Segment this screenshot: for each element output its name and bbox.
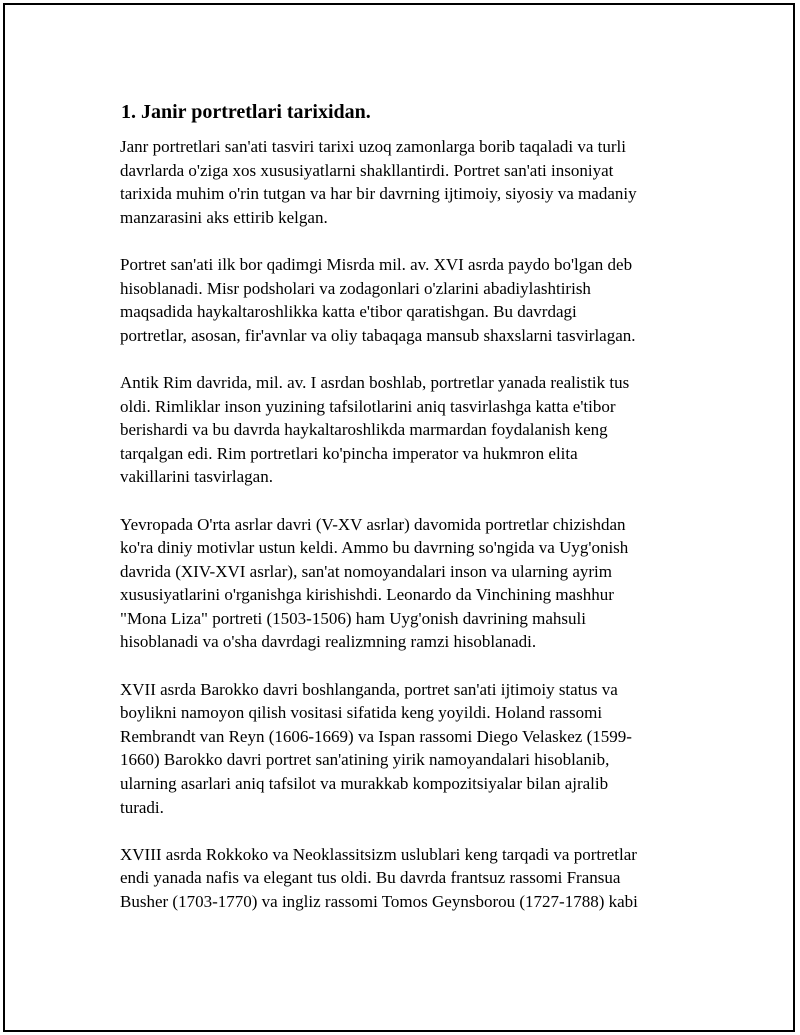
text-line: oldi. Rimliklar inson yuzining tafsilotlarini aniq tasvirlashga katta e'tibor xyxy=(120,396,616,416)
page-frame xyxy=(3,3,795,1032)
text-line: davrlarda o'ziga xos xususiyatlarni shakllantirdi. Portret san'ati insoniyat xyxy=(120,160,614,180)
document-body xyxy=(120,100,705,937)
text-line: berishardi va bu davrda haykaltaroshlikda marmardan foydalanish keng xyxy=(120,420,608,440)
text-line: hisoblanadi. Misr podsholari va zodagonlari o'zlarini abadiylashtirish xyxy=(120,278,591,298)
text-line: maqsadida haykaltaroshlikka katta e'tibor qaratishgan. Bu davrdagi xyxy=(120,302,577,322)
text-line: davrida (XIV-XVI asrlar), san'at nomoyandalari inson va ularning ayrim xyxy=(120,561,612,581)
text-line: boylikni namoyon qilish vositasi sifatida keng yoyildi. Holand rassomi xyxy=(120,703,603,723)
text-line: "Mona Liza" portreti (1503-1506) ham Uyg'onish davrining mahsuli xyxy=(120,608,586,628)
text-line: ko'ra diniy motivlar ustun keldi. Ammo bu davrning so'ngida va Uyg'onish xyxy=(120,538,629,558)
text-line: manzarasini aks ettirib kelgan. xyxy=(120,207,328,227)
section-heading: 1. Janir portretlari tarixidan. xyxy=(121,101,371,123)
text-line: Rembrandt van Reyn (1606-1669) va Ispan rassomi Diego Velaskez (1599- xyxy=(120,726,632,746)
paragraph-baroque xyxy=(120,678,705,820)
text-line: tarqalgan edi. Rim portretlari ko'pincha imperator va hukmron elita xyxy=(120,443,578,463)
text-line: XVII asrda Barokko davri boshlanganda, portret san'ati ijtimoiy status va xyxy=(120,679,618,699)
text-line: Antik Rim davrida, mil. av. I asrdan boshlab, portretlar yanada realistik tus xyxy=(120,372,630,392)
text-line: xususiyatlarini o'rganishga kirishishdi. Leonardo da Vinchining mashhur xyxy=(120,585,614,605)
text-line: vakillarini tasvirlagan. xyxy=(120,467,273,487)
text-line: Yevropada O'rta asrlar davri (V-XV asrlar) davomida portretlar chizishdan xyxy=(120,514,626,534)
text-line: 1660) Barokko davri portret san'atining yirik namoyandalari hisoblanib, xyxy=(120,750,610,770)
text-line: ularning asarlari aniq tafsilot va murakkab kompozitsiyalar bilan ajralib xyxy=(120,774,609,794)
text-line: turadi. xyxy=(120,797,164,817)
paragraph-rococo xyxy=(120,843,705,914)
paragraph-rome xyxy=(120,371,705,489)
text-line: Janr portretlari san'ati tasviri tarixi uzoq zamonlarga borib taqaladi va turli xyxy=(120,137,626,156)
text-line: XVIII asrda Rokkoko va Neoklassitsizm uslublari keng tarqadi va portretlar xyxy=(120,844,637,864)
text-line: hisoblanadi va o'sha davrdagi realizmning ramzi hisoblanadi. xyxy=(120,632,537,652)
paragraph-middle-ages xyxy=(120,513,705,655)
text-line: portretlar, asosan, fir'avnlar va oliy tabaqaga mansub shaxslarni tasvirlagan. xyxy=(120,325,636,345)
text-line: Busher (1703-1770) va ingliz rassomi Tomos Geynsborou (1727-1788) kabi xyxy=(120,892,638,911)
paragraph-egypt xyxy=(120,253,705,347)
text-line: tarixida muhim o'rin tutgan va har bir davrning ijtimoiy, siyosiy va madaniy xyxy=(120,184,637,204)
text-line: Portret san'ati ilk bor qadimgi Misrda mil. av. XVI asrda paydo bo'lgan deb xyxy=(120,254,633,274)
paragraph-intro xyxy=(120,135,705,229)
text-line: endi yanada nafis va elegant tus oldi. Bu davrda frantsuz rassomi Fransua xyxy=(120,868,621,888)
